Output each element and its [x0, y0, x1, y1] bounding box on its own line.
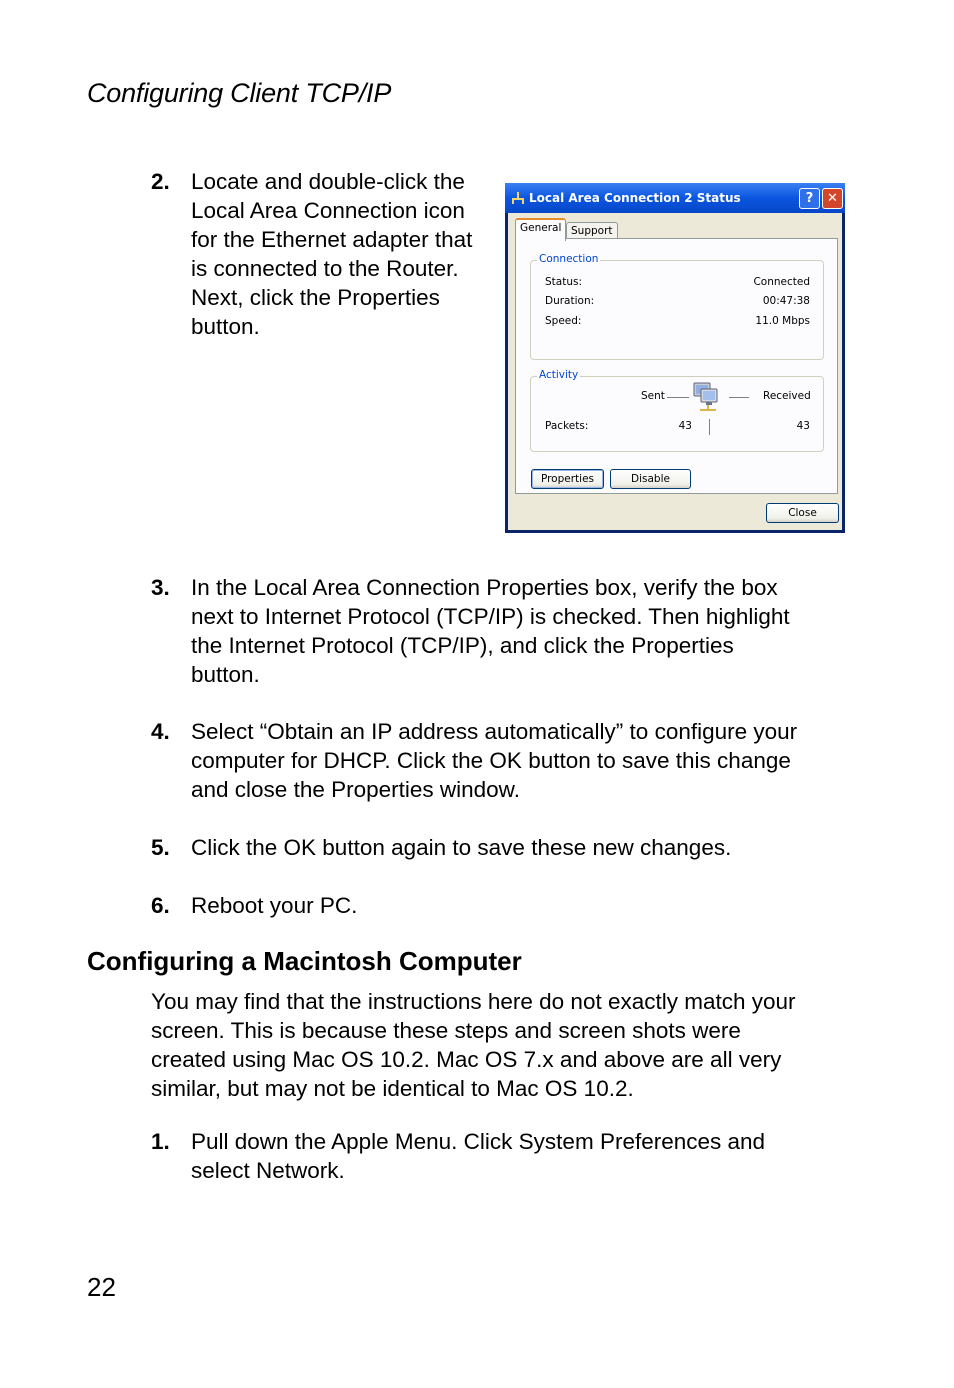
activity-group-label: Activity — [539, 369, 579, 381]
step-text — [191, 891, 881, 920]
step-number: 5. — [151, 835, 170, 860]
step-number: 4. — [151, 719, 170, 744]
step-line: Next, click the Properties — [191, 285, 440, 310]
packets-label: Packets: — [545, 420, 589, 432]
tab-general[interactable]: General — [515, 218, 566, 241]
step-line: Pull down the Apple Menu. Click System Preferences and — [191, 1129, 766, 1154]
step-text — [191, 167, 501, 341]
paragraph-line: You may find that the instructions here do not exactly match your — [151, 989, 796, 1014]
speed-label: Speed: — [545, 315, 582, 327]
step-line: select Network. — [191, 1158, 345, 1183]
status-value: Connected — [753, 276, 810, 288]
step-number: 6. — [151, 893, 170, 918]
step-line: for the Ethernet adapter that — [191, 227, 473, 252]
step-line: and close the Properties window. — [191, 777, 520, 802]
dialog-titlebar[interactable] — [505, 183, 845, 213]
step-line: computer for DHCP. Click the OK button to save this change — [191, 748, 791, 773]
step-text — [191, 1127, 881, 1185]
received-line — [729, 397, 749, 398]
duration-value: 00:47:38 — [762, 295, 810, 307]
status-label: Status: — [545, 276, 582, 288]
tab-support[interactable]: Support — [566, 222, 618, 240]
close-window-button[interactable]: ✕ — [822, 188, 843, 209]
connection-group-label: Connection — [539, 253, 599, 265]
received-label: Received — [763, 390, 811, 402]
step-line: In the Local Area Connection Properties box, verify the box — [191, 575, 778, 600]
paragraph-line: screen. This is because these steps and screen shots were — [151, 1018, 741, 1043]
step-line: button. — [191, 314, 260, 339]
properties-button[interactable]: Properties — [531, 469, 604, 489]
step-text — [191, 833, 881, 862]
step-number: 2. — [151, 169, 170, 194]
connection-group — [530, 253, 824, 360]
step-line: the Internet Protocol (TCP/IP), and click the Properties — [191, 633, 734, 658]
activity-group — [530, 369, 824, 452]
step-line: Local Area Connection icon — [191, 198, 465, 223]
disable-button[interactable]: Disable — [610, 469, 691, 489]
network-connection-icon — [511, 192, 525, 204]
step-number: 1. — [151, 1129, 170, 1154]
close-button[interactable]: Close — [766, 503, 839, 523]
dialog-body — [508, 213, 842, 530]
page-header: Configuring Client TCP/IP — [87, 78, 392, 108]
sent-line — [667, 397, 689, 398]
section-paragraph — [151, 987, 851, 1103]
step-line: Select “Obtain an IP address automatically” to configure your — [191, 719, 798, 744]
general-tab-panel — [515, 238, 838, 494]
paragraph-line: created using Mac OS 10.2. Mac OS 7.x and above are all very — [151, 1047, 782, 1072]
duration-label: Duration: — [545, 295, 595, 307]
section-title: Configuring a Macintosh Computer — [87, 946, 522, 976]
paragraph-line: similar, but may not be identical to Mac OS 10.2. — [151, 1076, 634, 1101]
step-text — [191, 717, 881, 804]
help-button[interactable]: ? — [799, 188, 820, 209]
step-line: Locate and double-click the — [191, 169, 465, 194]
step-line: is connected to the Router. — [191, 256, 459, 281]
sent-label: Sent — [641, 390, 665, 402]
step-number: 3. — [151, 575, 170, 600]
status-dialog — [505, 183, 845, 533]
network-computers-icon — [691, 381, 725, 413]
dialog-title: Local Area Connection 2 Status — [529, 191, 741, 205]
step-line: button. — [191, 662, 260, 687]
step-line: Reboot your PC. — [191, 893, 358, 918]
step-text — [191, 573, 881, 689]
speed-value: 11.0 Mbps — [755, 315, 810, 327]
page-number: 22 — [87, 1272, 116, 1302]
packets-divider — [709, 419, 710, 435]
step-line: Click the OK button again to save these new changes. — [191, 835, 732, 860]
step-line: next to Internet Protocol (TCP/IP) is checked. Then highlight — [191, 604, 790, 629]
packets-sent-value: 43 — [678, 420, 692, 432]
packets-received-value: 43 — [796, 420, 810, 432]
